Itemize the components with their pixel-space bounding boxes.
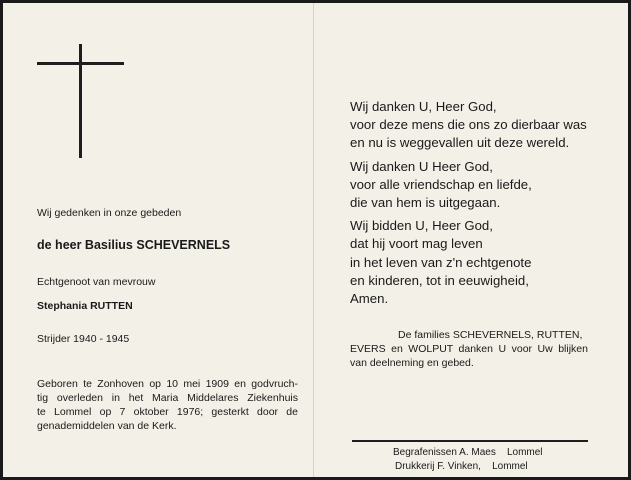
deceased-name bbox=[37, 238, 230, 252]
prayer-line: in het leven van z'n echtgenote bbox=[350, 254, 532, 270]
thanks-line: EVERS en WOLPUT danken U voor Uw blijken bbox=[350, 343, 588, 355]
veteran-line: Strijder 1940 - 1945 bbox=[37, 333, 130, 345]
prayer-line: en kinderen, tot in eeuwigheid, bbox=[350, 272, 529, 288]
prayer-line: Wij danken U, Heer God, bbox=[350, 99, 497, 114]
prayer-line: Wij danken U Heer God, bbox=[350, 158, 493, 174]
biography-line: genademiddelen van de Kerk. bbox=[37, 420, 177, 432]
prayer-line: Amen. bbox=[350, 291, 389, 307]
credits bbox=[393, 446, 543, 474]
biography-line: te Lommel op 7 oktober 1976; gesterkt door de bbox=[37, 406, 298, 418]
credit-line: Drukkerij F. Vinken, Lommel bbox=[395, 461, 528, 472]
card-fold-line bbox=[313, 3, 314, 477]
cross-icon-horizontal bbox=[37, 62, 124, 65]
spouse-name: Stephania RUTTEN bbox=[37, 300, 133, 312]
prayer-stanza bbox=[350, 217, 587, 308]
biography bbox=[37, 377, 298, 433]
deceased-surname: SCHEVERNELS bbox=[136, 238, 231, 252]
prayer-line: voor deze mens die ons zo dierbaar was bbox=[350, 117, 587, 133]
thanks-line: van deelneming en gebed. bbox=[350, 357, 474, 369]
spouse-label: Echtgenoot van mevrouw bbox=[37, 276, 156, 288]
family-thanks bbox=[350, 328, 588, 370]
prayer-line: Wij bidden U, Heer God, bbox=[350, 218, 493, 234]
credit-line: Begrafenissen A. Maes Lommel bbox=[393, 447, 543, 458]
prayer-line: die van hem is uitgegaan. bbox=[350, 195, 501, 211]
prayer-line: dat hij voort mag leven bbox=[350, 236, 483, 252]
biography-line: Geboren te Zonhoven op 10 mei 1909 en godvruch- bbox=[37, 378, 298, 390]
prayer-line: voor alle vriendschap en liefde, bbox=[350, 176, 532, 192]
prayer-stanza bbox=[350, 98, 587, 153]
prayer-stanza bbox=[350, 158, 587, 213]
intro-text: Wij gedenken in onze gebeden bbox=[37, 207, 182, 219]
deceased-prefix: de heer Basilius bbox=[37, 238, 133, 252]
prayer-line: en nu is weggevallen uit deze wereld. bbox=[350, 135, 570, 151]
biography-line: tig overleden in het Maria Middelares Ziekenhuis bbox=[37, 392, 298, 404]
divider-line bbox=[352, 440, 588, 442]
prayer bbox=[350, 98, 587, 313]
thanks-line: De families SCHEVERNELS, RUTTEN, bbox=[398, 329, 583, 341]
